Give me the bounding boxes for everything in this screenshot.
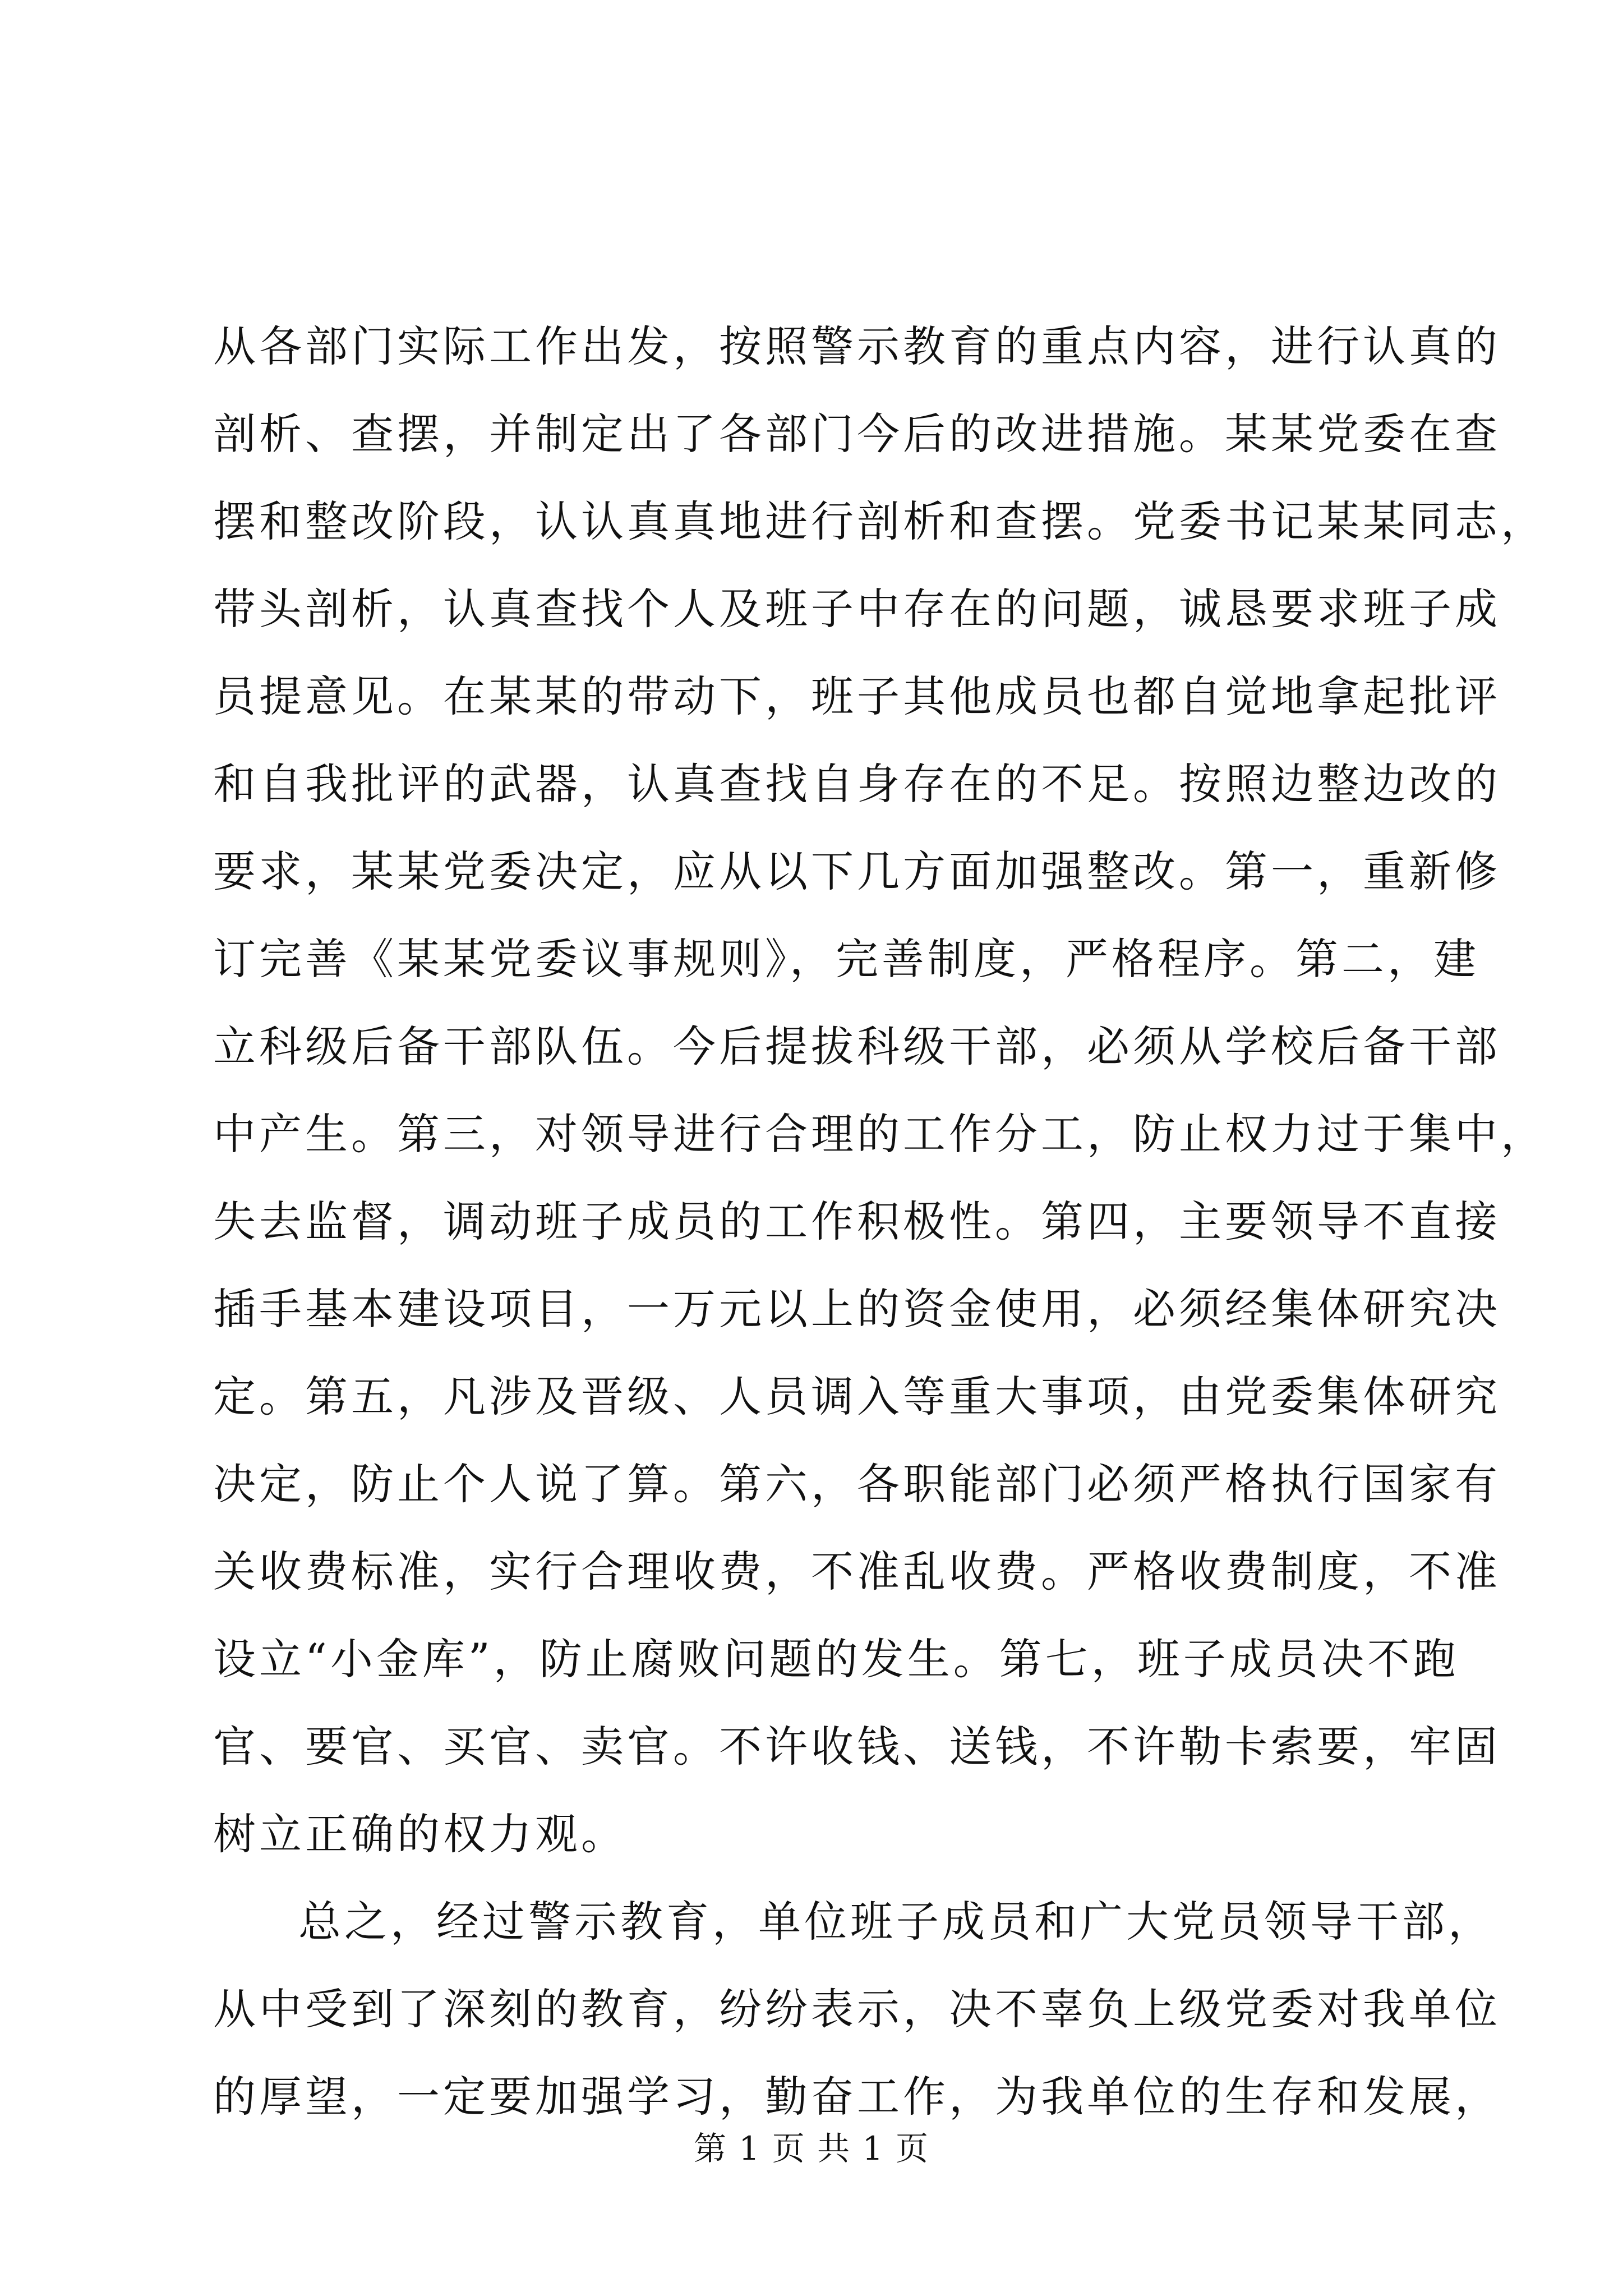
text-line-1: 从各部门实际工作出发，按照警示教育的重点内容，进行认真的 bbox=[213, 321, 1501, 371]
body-text bbox=[213, 303, 1547, 2141]
text-line-2: 剖析、查摆，并制定出了各部门今后的改进措施。某某党委在查 bbox=[213, 409, 1501, 459]
page-number-footer: 第 1 页 共 1 页 bbox=[694, 2129, 929, 2168]
text-line-16: 设立“小金库”，防止腐败问题的发生。第七，班子成员决不跑 bbox=[213, 1634, 1459, 1684]
text-line-15: 关收费标准，实行合理收费，不准乱收费。严格收费制度，不准 bbox=[213, 1547, 1501, 1596]
text-line-8: 订完善《某某党委议事规则》，完善制度，严格程序。第二，建 bbox=[213, 934, 1479, 984]
text-line-7: 要求，某某党委决定，应从以下几方面加强整改。第一，重新修 bbox=[213, 846, 1501, 896]
text-line-13: 定。第五，凡涉及晋级、人员调入等重大事项，由党委集体研究 bbox=[213, 1372, 1501, 1421]
text-line-3: 摆和整改阶段，认认真真地进行剖析和查摆。党委书记某某同志， bbox=[213, 496, 1547, 546]
text-line-17: 官、要官、买官、卖官。不许收钱、送钱，不许勒卡索要，牢固 bbox=[213, 1722, 1501, 1772]
text-line-18: 树立正确的权力观。 bbox=[213, 1809, 627, 1859]
text-line-14: 决定，防止个人说了算。第六，各职能部门必须严格执行国家有 bbox=[213, 1459, 1501, 1509]
text-line-11: 失去监督，调动班子成员的工作积极性。第四，主要领导不直接 bbox=[213, 1197, 1501, 1246]
text-line-9: 立科级后备干部队伍。今后提拔科级干部，必须从学校后备干部 bbox=[213, 1022, 1501, 1071]
text-line-12: 插手基本建设项目，一万元以上的资金使用，必须经集体研究决 bbox=[213, 1284, 1501, 1334]
text-line-4: 带头剖析，认真查找个人及班子中存在的问题，诚恳要求班子成 bbox=[213, 584, 1501, 634]
text-line-19: 总之，经过警示教育，单位班子成员和广大党员领导干部， bbox=[298, 1897, 1494, 1947]
text-line-20: 从中受到了深刻的教育，纷纷表示，决不辜负上级党委对我单位 bbox=[213, 1984, 1501, 2034]
text-line-21: 的厚望，一定要加强学习，勤奋工作，为我单位的生存和发展， bbox=[213, 2072, 1501, 2122]
text-line-6: 和自我批评的武器，认真查找自身存在的不足。按照边整边改的 bbox=[213, 759, 1501, 809]
text-line-5: 员提意见。在某某的带动下，班子其他成员也都自觉地拿起批评 bbox=[213, 671, 1501, 721]
text-line-10: 中产生。第三，对领导进行合理的工作分工，防止权力过于集中， bbox=[213, 1109, 1547, 1159]
